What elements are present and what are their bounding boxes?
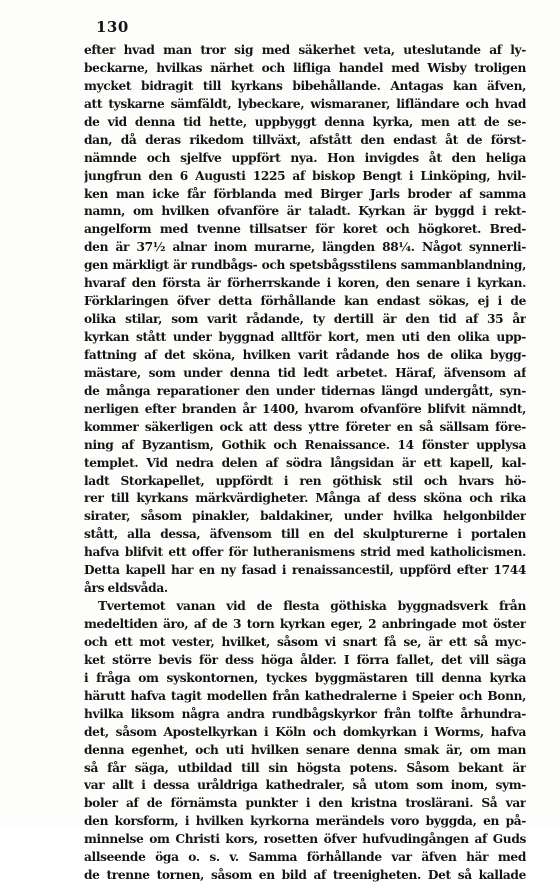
text-line: ket större bevis för dess höga ålder. I förra fallet, det vill säga	[84, 652, 526, 667]
text-line: rer till kyrkans märkvärdigheter. Många af dess sköna och rika	[84, 491, 526, 506]
text-line: sirater, såsom pinakler, baldakiner, under hvilka helgonbilder	[84, 509, 526, 524]
paragraph-2	[84, 598, 526, 885]
text-line: allseende öga o. s. v. Samma förhållande var äfven här med	[84, 850, 526, 865]
text-line: olika stilar, som varit rådande, ty dertill är den tid af 35 år	[84, 312, 526, 327]
text-line: stått, alla dessa, äfvensom till en del skulpturerne i portalen	[84, 527, 526, 542]
text-line: Detta kapell har en ny fasad i renaissancestil, uppförd efter 1744	[84, 563, 526, 578]
text-line: nerligen efter branden år 1400, hvarom ofvanföre blifvit nämndt,	[84, 401, 526, 416]
text-line: ladt Storkapellet, uppfördt i ren göthisk stil och hvars hö-	[84, 473, 526, 488]
text-line: att tyskarne sämfäldt, lybeckare, wismaraner, lifländare och hvad	[84, 96, 526, 111]
text-line: var allt i dessa uråldriga kathedraler, så utom som inom, sym-	[84, 778, 526, 793]
page-number: 130	[96, 18, 129, 36]
text-line: Förklaringen öfver detta förhållande kan endast sökas, ej i de	[84, 294, 526, 309]
text-line: hvaraf den första är förherrskande i koren, den senare i kyrkan.	[84, 276, 526, 291]
text-line: de trenne tornen, såsom en bild af treenigheten. Det så kallade	[84, 868, 526, 883]
text-line: Tvertemot vanan vid de flesta göthiska byggnadsverk från	[98, 599, 526, 614]
text-line: den korsform, i hvilken kyrkorna merändels voro byggda, en på-	[84, 814, 526, 829]
text-line: nämnde och sjelfve uppfört nya. Hon invigdes åt den heliga	[84, 150, 526, 165]
text-line: beckarne, hvilkas närhet och lifliga handel med Wisby troligen	[84, 60, 526, 75]
text-line: angelform med tvenne tillsatser för koret och högkoret. Bred-	[84, 222, 526, 237]
text-line: fattning af det sköna, hvilken varit rådande hos de olika bygg-	[84, 347, 526, 362]
text-line: och ett mot vester, hvilket, såsom vi snart få se, är ett så myc-	[84, 634, 526, 649]
text-line: denna egenhet, och uti hvilken senare denna smak är, om man	[84, 742, 526, 757]
text-line: mästare, som under denna tid ledt arbetet. Häraf, äfvensom af	[84, 365, 526, 380]
text-line: kyrkan stått under byggnad alltför kort, men uti den olika upp-	[84, 330, 526, 344]
text-line: medeltiden äro, af de 3 torn kyrkan eger, 2 anbringade mot öster	[84, 617, 526, 631]
text-line: ken man icke får förblanda med Birger Jarls broder af samma	[84, 186, 526, 201]
text-line: jungfrun den 6 Augusti 1225 af biskop Bengt i Linköping, hvil-	[84, 168, 526, 183]
paragraph-1	[84, 42, 526, 598]
text-line: gen märkligt är rundbågs- och spetsbågsstilens sammanblandning,	[84, 258, 526, 273]
text-line: hvilka liksom några andra rundbågskyrkor från tolfte århundra-	[84, 706, 526, 721]
text-line: års eldsvåda.	[84, 581, 168, 596]
text-line: i fråga om syskontornen, tyckes byggmästaren till denna kyrka	[84, 670, 526, 685]
text-line: namn, om hvilken ofvanföre är taladt. Kyrkan är byggd i rekt-	[84, 204, 526, 219]
text-line: hafva blifvit ett offer för lutheranismens strid med katholicismen.	[84, 545, 526, 560]
text-line: dan, då deras rikedom tillväxt, afstått den endast åt de först-	[84, 132, 526, 147]
body-text	[84, 42, 526, 885]
text-line: minnelse om Christi kors, rosetten öfver hufvudingången af Guds	[84, 832, 526, 847]
text-line: efter hvad man tror sig med säkerhet veta, uteslutande af ly-	[84, 43, 526, 57]
text-line: så får säga, utbildad till sin högsta potens. Såsom bekant är	[84, 760, 526, 775]
text-line: det, såsom Apostelkyrkan i Köln och domkyrkan i Worms, hafva	[84, 724, 526, 739]
text-line: mycket bidragit till kyrkans bibehållande. Antagas kan äfven,	[84, 78, 526, 93]
text-line: kommer säkerligen ock att dess yttre företer en så sällsam före-	[84, 419, 526, 434]
text-line: de vid denna tid hette, uppbyggt denna kyrka, men att de se-	[84, 114, 526, 129]
text-line: den är 37½ alnar inom murarne, längden 88¼. Något synnerli-	[84, 240, 526, 255]
text-line: boler af de förnämsta punkter i den kristna troslärani. Så var	[84, 796, 526, 811]
text-line: härutt hafva tagit modellen från kathedralerne i Speier och Bonn,	[84, 688, 526, 703]
text-line: templet. Vid nedra delen af södra långsidan är ett kapell, kal-	[84, 455, 526, 470]
text-line: ning af Byzantism, Gothik och Renaissance. 14 fönster upplysa	[84, 437, 526, 452]
text-line: de många reparationer den under tidernas längd undergått, syn-	[84, 383, 526, 398]
